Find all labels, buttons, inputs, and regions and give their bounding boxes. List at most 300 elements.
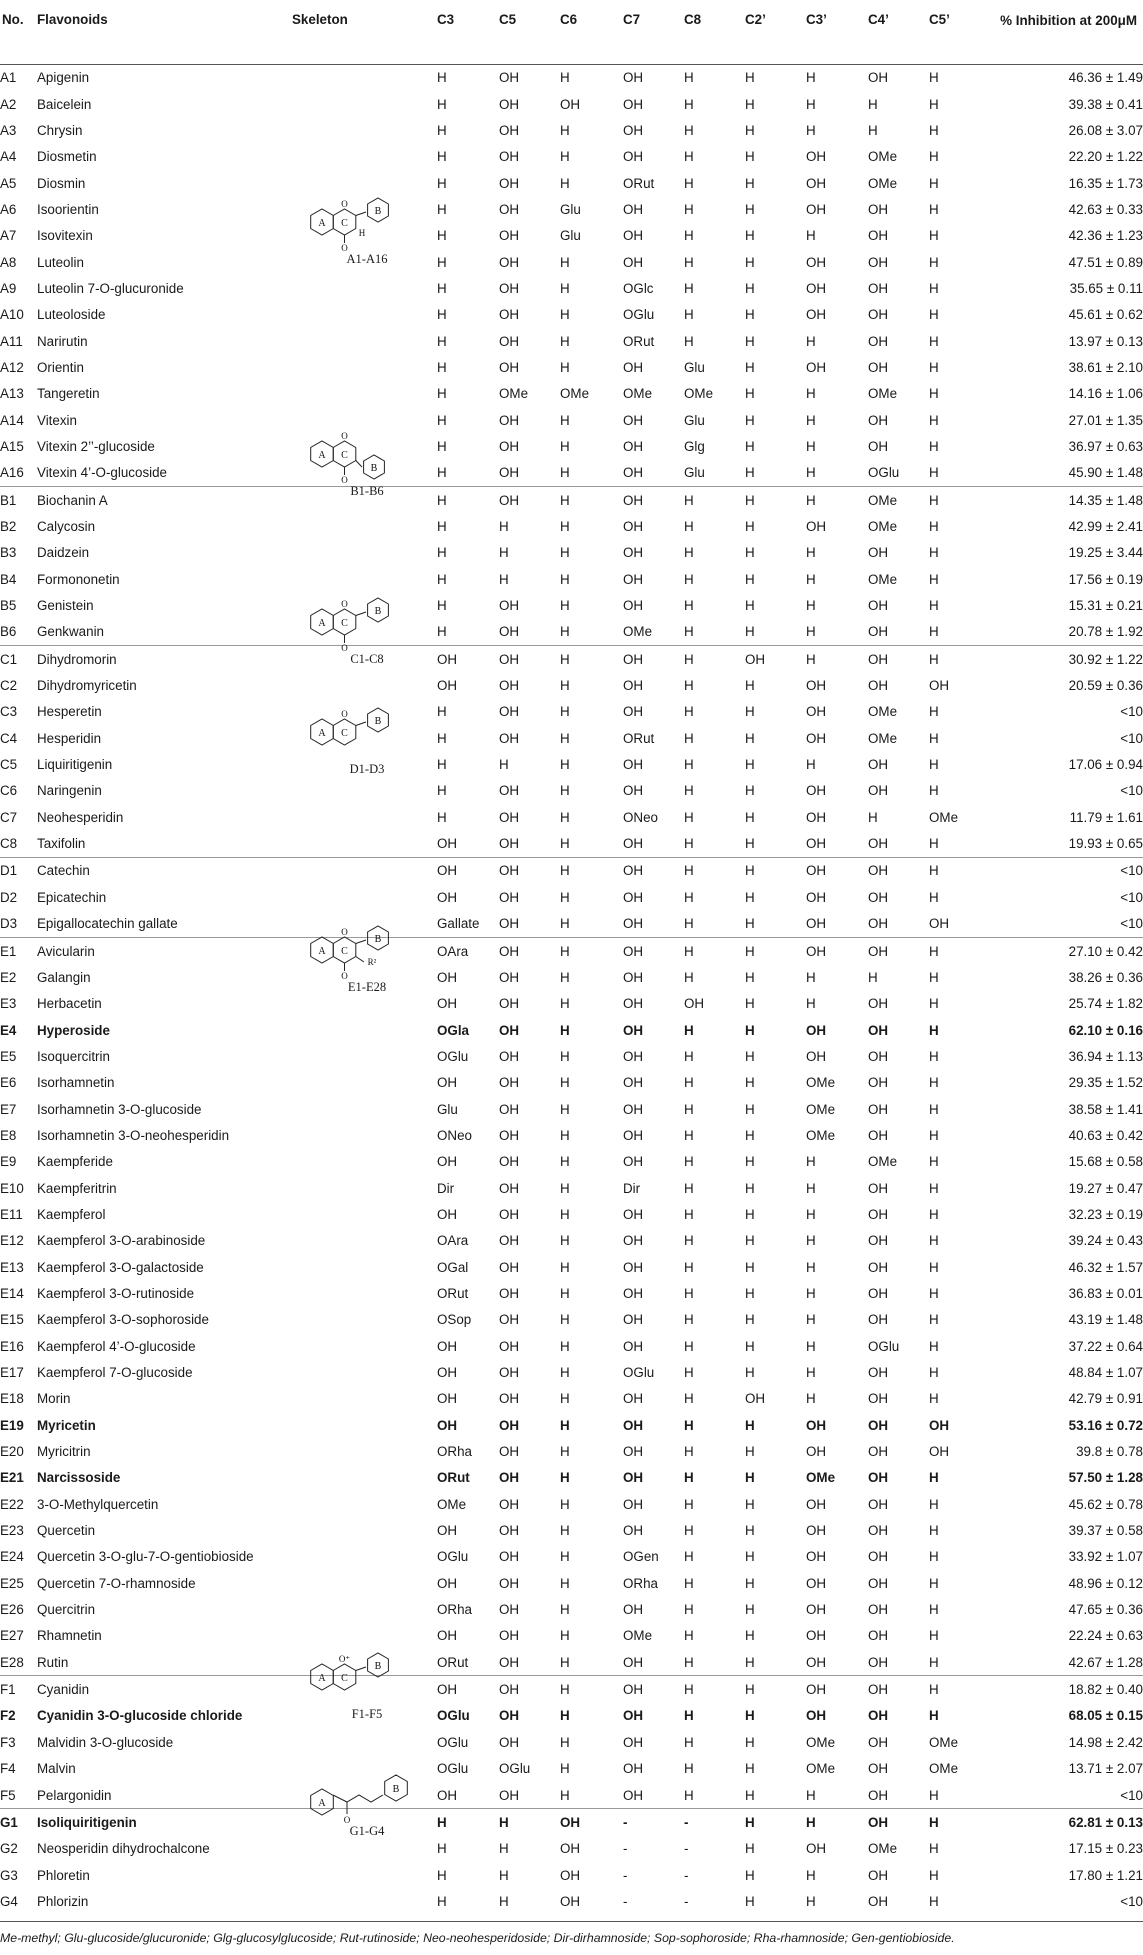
cell-c3: H bbox=[437, 1867, 447, 1883]
cell-c6: H bbox=[560, 1676, 623, 1703]
cell-c7: OH bbox=[623, 996, 644, 1012]
cell-c8: - bbox=[684, 1841, 689, 1857]
cell-flavonoid: Orientin bbox=[37, 359, 84, 375]
cell-flavonoid: Neohesperidin bbox=[37, 809, 124, 825]
cell-c4-prime: OH bbox=[868, 1470, 889, 1486]
cell-c3-prime: OH bbox=[806, 916, 827, 932]
cell-c3: H bbox=[437, 96, 447, 112]
cell-c2-prime: H bbox=[745, 1893, 755, 1909]
cell-inhibition: 39.8 ± 0.78 bbox=[1076, 1444, 1143, 1460]
cell-c8: H bbox=[684, 1259, 694, 1275]
cell-inhibition: <10 bbox=[1120, 1787, 1143, 1803]
table-row bbox=[0, 381, 1143, 407]
header-c8: C8 bbox=[684, 12, 702, 27]
cell-c2-prime: H bbox=[745, 333, 755, 349]
cell-c3: ORut bbox=[437, 1470, 470, 1486]
cell-c3-prime: H bbox=[806, 122, 816, 138]
cell-flavonoid: Malvidin 3-O-glucoside bbox=[37, 1734, 174, 1750]
cell-c3-prime: H bbox=[806, 996, 816, 1012]
cell-c4-prime: OGlu bbox=[868, 465, 900, 481]
cell-no: F5 bbox=[0, 1787, 16, 1803]
cell-c6: H bbox=[560, 571, 570, 587]
cell-c3: H bbox=[437, 545, 447, 561]
cell-c7: OGlc bbox=[623, 280, 654, 296]
cell-c6: H bbox=[560, 1602, 570, 1618]
cell-c6: H bbox=[560, 937, 623, 964]
cell-c7: OH bbox=[623, 916, 644, 932]
cell-no: F3 bbox=[0, 1734, 16, 1750]
header-c6: C6 bbox=[560, 12, 578, 27]
cell-no: E17 bbox=[0, 1365, 24, 1381]
table-row bbox=[0, 1782, 1143, 1809]
cell-c6: H bbox=[560, 519, 570, 535]
cell-c7: OH bbox=[623, 1470, 644, 1486]
table-row bbox=[0, 1596, 1143, 1622]
cell-no: C5 bbox=[0, 757, 18, 773]
cell-flavonoid: Dihydromyricetin bbox=[37, 678, 137, 694]
cell-c4-prime: OH bbox=[868, 1787, 889, 1803]
cell-c8: H bbox=[684, 1022, 694, 1038]
cell-flavonoid: Rutin bbox=[37, 1654, 69, 1670]
cell-c6: H bbox=[560, 333, 570, 349]
cell-no: B4 bbox=[0, 571, 17, 587]
cell-c5: OH bbox=[499, 1101, 520, 1117]
cell-inhibition: 36.83 ± 0.01 bbox=[1068, 1285, 1143, 1301]
cell-c7: ONeo bbox=[623, 809, 658, 825]
cell-c3: Glu bbox=[437, 1101, 458, 1117]
cell-c8: H bbox=[684, 519, 694, 535]
table-row bbox=[0, 1809, 1143, 1836]
cell-c5: OH bbox=[499, 937, 560, 964]
cell-c4-prime: OH bbox=[868, 545, 889, 561]
cell-c3-prime: OH bbox=[806, 809, 827, 825]
cell-c8: H bbox=[684, 1523, 694, 1539]
cell-inhibition: 14.16 ± 1.06 bbox=[1068, 386, 1143, 402]
cell-c3-prime: H bbox=[806, 412, 816, 428]
ring-o-label: O bbox=[341, 599, 348, 609]
cell-no: C2 bbox=[0, 678, 18, 694]
cell-inhibition: 25.74 ± 1.82 bbox=[1068, 996, 1143, 1012]
cell-c3: OH bbox=[437, 1628, 458, 1644]
cell-c2-prime: H bbox=[745, 412, 755, 428]
table-row bbox=[0, 884, 1143, 910]
cell-c5: H bbox=[499, 1867, 509, 1883]
cell-c3: ORut bbox=[437, 1654, 469, 1670]
cell-c3: H bbox=[437, 598, 447, 614]
cell-c5: H bbox=[499, 1809, 560, 1836]
table-row bbox=[0, 223, 1143, 249]
cell-c3: OH bbox=[437, 1338, 458, 1354]
carbonyl-o-label: O bbox=[341, 971, 348, 980]
cell-flavonoid: Luteoloside bbox=[37, 307, 106, 323]
cell-c5: OH bbox=[499, 201, 520, 217]
cell-c3-prime: OH bbox=[806, 704, 827, 720]
cell-c2-prime: H bbox=[745, 280, 755, 296]
cell-c4-prime: OH bbox=[868, 757, 889, 773]
ring-c-label: C bbox=[341, 218, 348, 229]
cell-c7: OH bbox=[623, 1338, 644, 1354]
cell-no: C8 bbox=[0, 836, 18, 852]
cell-c3-prime: OH bbox=[806, 730, 827, 746]
cell-flavonoid: Baicelein bbox=[37, 96, 92, 112]
cell-c2-prime: H bbox=[745, 254, 755, 270]
cell-c8: H bbox=[684, 1338, 694, 1354]
cell-no: A11 bbox=[0, 333, 23, 349]
cell-inhibition: 15.31 ± 0.21 bbox=[1068, 598, 1143, 614]
cell-c8: Glu bbox=[684, 412, 705, 428]
cell-c5-prime: H bbox=[929, 1048, 939, 1064]
table-row bbox=[0, 407, 1143, 433]
cell-c5: OGlu bbox=[499, 1761, 531, 1777]
cell-c3-prime: H bbox=[806, 438, 816, 454]
cell-c6: H bbox=[560, 1285, 570, 1301]
cell-flavonoid: Isorhamnetin 3-O-neohesperidin bbox=[37, 1127, 230, 1143]
cell-no: D2 bbox=[0, 889, 18, 905]
cell-no: F1 bbox=[0, 1676, 37, 1703]
cell-c2-prime: H bbox=[745, 1575, 755, 1591]
cell-c6: H bbox=[560, 1523, 570, 1539]
cell-c8: H bbox=[684, 1048, 694, 1064]
cell-c7: OH bbox=[623, 519, 644, 535]
cell-c2-prime: H bbox=[745, 228, 755, 244]
cell-c2-prime: H bbox=[745, 757, 755, 773]
table-row bbox=[0, 1386, 1143, 1412]
cell-c2-prime: H bbox=[745, 937, 806, 964]
cell-c5-prime: H bbox=[929, 857, 977, 884]
cell-c4-prime: OH bbox=[868, 1761, 889, 1777]
cell-c2-prime: H bbox=[745, 465, 755, 481]
cell-c2-prime: H bbox=[745, 1285, 755, 1301]
cell-c3: OH bbox=[437, 857, 499, 884]
cell-flavonoid: Kaempferol 3-O-rutinoside bbox=[37, 1285, 195, 1301]
cell-flavonoid: Neosperidin dihydrochalcone bbox=[37, 1841, 210, 1857]
cell-flavonoid: Vitexin 4’-O-glucoside bbox=[37, 465, 168, 481]
cell-c5-prime: H bbox=[929, 969, 939, 985]
cell-c7: OH bbox=[623, 1734, 644, 1750]
cell-c8: H bbox=[684, 1312, 694, 1328]
cell-c3: OH bbox=[437, 1075, 458, 1091]
cell-flavonoid: Morin bbox=[37, 1391, 71, 1407]
cell-c8: H bbox=[684, 857, 745, 884]
cell-c6: H bbox=[560, 254, 570, 270]
ring-a-label: A bbox=[318, 450, 326, 461]
cell-no: F2 bbox=[0, 1708, 16, 1724]
cell-c7: OMe bbox=[623, 1628, 653, 1644]
cell-c2-prime: H bbox=[745, 359, 755, 375]
cell-c8: H bbox=[684, 1154, 694, 1170]
cell-c5: OH bbox=[499, 1787, 520, 1803]
cell-inhibition: 39.38 ± 0.41 bbox=[1068, 96, 1143, 112]
cell-c5-prime: H bbox=[929, 1893, 939, 1909]
skeleton-flavonol bbox=[292, 918, 442, 1000]
cell-inhibition: 38.58 ± 1.41 bbox=[1068, 1101, 1143, 1117]
cell-c3: H bbox=[437, 571, 447, 587]
table-row bbox=[0, 1228, 1143, 1254]
cell-no: E5 bbox=[0, 1048, 17, 1064]
cell-c5: H bbox=[499, 757, 509, 773]
cell-c7: - bbox=[623, 1809, 684, 1836]
cell-no: B2 bbox=[0, 519, 17, 535]
cell-c6: H bbox=[560, 996, 570, 1012]
cell-c6: H bbox=[560, 1654, 570, 1670]
cell-no: A4 bbox=[0, 149, 17, 165]
cell-c5-prime: H bbox=[929, 519, 939, 535]
cell-skeleton bbox=[292, 1888, 437, 1914]
cell-c3-prime: OH bbox=[806, 519, 827, 535]
cell-c3-prime: OH bbox=[806, 1496, 827, 1512]
cell-c3-prime: OH bbox=[806, 1523, 827, 1539]
cell-c8: H bbox=[684, 70, 694, 86]
cell-c5: OH bbox=[499, 916, 520, 932]
cell-c4-prime: OMe bbox=[868, 730, 898, 746]
cell-no: A6 bbox=[0, 201, 17, 217]
skeleton-label: C1-C8 bbox=[350, 652, 384, 666]
cell-c3-prime: H bbox=[806, 646, 868, 673]
cell-no: E18 bbox=[0, 1391, 24, 1407]
cell-c4-prime: H bbox=[868, 96, 878, 112]
cell-c8: H bbox=[684, 646, 745, 673]
cell-flavonoid: Cyanidin bbox=[37, 1676, 292, 1703]
cell-c3-prime: H bbox=[806, 757, 816, 773]
cell-c3-prime: H bbox=[806, 487, 868, 514]
cell-c6: H bbox=[560, 809, 570, 825]
cell-c7: OH bbox=[623, 487, 684, 514]
cell-flavonoid: Malvin bbox=[37, 1761, 76, 1777]
cell-c7: ORha bbox=[623, 1575, 658, 1591]
ring-o-label: O⁺ bbox=[338, 1654, 351, 1664]
cell-c8: H bbox=[684, 228, 694, 244]
table-row bbox=[0, 1465, 1143, 1491]
cell-c5-prime: H bbox=[929, 412, 939, 428]
cell-inhibition: <10 bbox=[1120, 730, 1143, 746]
table-row bbox=[0, 1017, 1143, 1043]
cell-c5: OH bbox=[499, 1575, 520, 1591]
cell-c4-prime: H bbox=[868, 809, 878, 825]
header-no: No. bbox=[2, 12, 24, 27]
cell-c7: OH bbox=[623, 359, 644, 375]
cell-flavonoid: Isorhamnetin 3-O-glucoside bbox=[37, 1101, 202, 1117]
cell-flavonoid: Pelargonidin bbox=[37, 1787, 112, 1803]
cell-c8: H bbox=[684, 916, 694, 932]
cell-c2-prime: H bbox=[745, 175, 755, 191]
cell-skeleton bbox=[292, 1517, 437, 1543]
cell-c5-prime: H bbox=[929, 1180, 939, 1196]
cell-c7: OH bbox=[623, 438, 644, 454]
cell-c6: H bbox=[560, 465, 570, 481]
cell-c3: OGal bbox=[437, 1259, 469, 1275]
cell-c5: OH bbox=[499, 1602, 520, 1618]
cell-c4-prime: OH bbox=[868, 1654, 889, 1670]
cell-no: A2 bbox=[0, 96, 17, 112]
cell-c2-prime: H bbox=[745, 545, 755, 561]
ring-b-label: B bbox=[374, 934, 382, 945]
cell-flavonoid: Genistein bbox=[37, 598, 94, 614]
cell-inhibition: 14.98 ± 2.42 bbox=[1068, 1734, 1143, 1750]
cell-c3-prime: OH bbox=[806, 1654, 827, 1670]
ring-c-label: C bbox=[341, 1673, 348, 1684]
cell-flavonoid: Kaempferitrin bbox=[37, 1180, 117, 1196]
cell-c8: H bbox=[684, 175, 694, 191]
cell-c4-prime: OMe bbox=[868, 175, 898, 191]
cell-inhibition: 62.81 ± 0.13 bbox=[977, 1809, 1143, 1836]
ring-b-label: B bbox=[374, 716, 382, 727]
ring-b-label: B bbox=[374, 1661, 382, 1672]
cell-inhibition: 36.97 ± 0.63 bbox=[1068, 438, 1143, 454]
cell-c5-prime: H bbox=[929, 1022, 939, 1038]
table-row bbox=[0, 1676, 1143, 1703]
cell-c6: H bbox=[560, 280, 570, 296]
cell-no: A3 bbox=[0, 122, 17, 138]
cell-c7: OH bbox=[623, 704, 644, 720]
cell-c4-prime: OH bbox=[868, 1048, 889, 1064]
cell-c7: OH bbox=[623, 412, 644, 428]
cell-c4-prime: H bbox=[868, 969, 878, 985]
cell-c3-prime: H bbox=[806, 624, 816, 640]
cell-inhibition: <10 bbox=[1120, 916, 1143, 932]
cell-inhibition: 39.37 ± 0.58 bbox=[1068, 1523, 1143, 1539]
table-row bbox=[0, 1729, 1143, 1755]
cell-flavonoid: Kaempferol bbox=[37, 1206, 106, 1222]
cell-inhibition: 37.22 ± 0.64 bbox=[1068, 1338, 1143, 1354]
cell-c3-prime: H bbox=[806, 96, 816, 112]
cell-inhibition: 57.50 ± 1.28 bbox=[1068, 1470, 1143, 1486]
cell-c5: OH bbox=[499, 996, 520, 1012]
cell-no: C3 bbox=[0, 704, 18, 720]
cell-c8: H bbox=[684, 1496, 694, 1512]
cell-no: C7 bbox=[0, 809, 18, 825]
cell-inhibition: 45.61 ± 0.62 bbox=[1068, 307, 1143, 323]
cell-c2-prime: H bbox=[745, 1048, 755, 1064]
cell-no: E22 bbox=[0, 1496, 24, 1512]
cell-skeleton bbox=[292, 117, 437, 143]
cell-c5-prime: H bbox=[929, 1628, 939, 1644]
cell-c8: - bbox=[684, 1809, 745, 1836]
cell-c8: H bbox=[684, 487, 745, 514]
cell-c6: H bbox=[560, 359, 570, 375]
skeleton-chalcone bbox=[292, 1762, 442, 1844]
cell-no: E10 bbox=[0, 1180, 24, 1196]
skeleton-drawing bbox=[292, 190, 442, 252]
cell-c2-prime: H bbox=[745, 487, 806, 514]
cell-c5-prime: H bbox=[929, 1496, 939, 1512]
cell-c5-prime: H bbox=[929, 1285, 939, 1301]
header-flavonoids: Flavonoids bbox=[37, 12, 108, 27]
cell-c2-prime: H bbox=[745, 809, 755, 825]
cell-c5: OH bbox=[499, 969, 520, 985]
cell-c3-prime: OH bbox=[806, 149, 827, 165]
skeleton-label: A1-A16 bbox=[346, 252, 388, 266]
cell-c8: H bbox=[684, 809, 694, 825]
cell-no: E26 bbox=[0, 1602, 24, 1618]
cell-c6: H bbox=[560, 730, 570, 746]
skeleton-isoflavone bbox=[292, 422, 442, 504]
cell-c3-prime: OH bbox=[806, 1048, 827, 1064]
cell-c4-prime: OH bbox=[868, 438, 889, 454]
cell-flavonoid: Calycosin bbox=[37, 519, 96, 535]
cell-c3: H bbox=[437, 487, 499, 514]
cell-c3: OH bbox=[437, 678, 458, 694]
cell-c5: OMe bbox=[499, 386, 529, 402]
header-row bbox=[0, 6, 1143, 64]
cell-c2-prime: H bbox=[745, 1787, 755, 1803]
cell-c6: H bbox=[560, 1549, 570, 1565]
cell-c3-prime: OH bbox=[806, 889, 827, 905]
cell-c5-prime: H bbox=[929, 1809, 977, 1836]
cell-inhibition: 30.92 ± 1.22 bbox=[977, 646, 1143, 673]
cell-c3-prime: H bbox=[806, 333, 816, 349]
cell-c6: H bbox=[560, 175, 570, 191]
cell-c5-prime: H bbox=[929, 333, 939, 349]
cell-no: A8 bbox=[0, 254, 17, 270]
cell-no: A14 bbox=[0, 412, 24, 428]
cell-c3: H bbox=[437, 519, 447, 535]
cell-c8: H bbox=[684, 1628, 694, 1644]
cell-inhibition: 45.62 ± 0.78 bbox=[1068, 1496, 1143, 1512]
cell-no: E15 bbox=[0, 1312, 24, 1328]
cell-c3-prime: H bbox=[806, 386, 816, 402]
skeleton-drawing bbox=[292, 590, 442, 652]
cell-c5-prime: H bbox=[929, 757, 939, 773]
table-row bbox=[0, 1254, 1143, 1280]
cell-inhibition: 47.65 ± 0.36 bbox=[1068, 1602, 1143, 1618]
cell-c5: OH bbox=[499, 704, 520, 720]
cell-c5-prime: H bbox=[929, 96, 939, 112]
carbonyl-o-label: O bbox=[341, 243, 348, 252]
cell-c3-prime: OH bbox=[806, 937, 868, 964]
cell-c3-prime: OH bbox=[806, 1022, 827, 1038]
cell-c5: OH bbox=[499, 1259, 520, 1275]
skeleton-label: D1-D3 bbox=[349, 762, 385, 776]
cell-c8: H bbox=[684, 254, 694, 270]
cell-flavonoid: Genkwanin bbox=[37, 624, 104, 640]
cell-c6: H bbox=[560, 1075, 570, 1091]
cell-skeleton bbox=[292, 513, 437, 539]
cell-c4-prime: OH bbox=[868, 1022, 889, 1038]
cell-c3-prime: H bbox=[806, 1259, 816, 1275]
cell-c4-prime: H bbox=[868, 122, 878, 138]
cell-c7: - bbox=[623, 1867, 628, 1883]
cell-c3: H bbox=[437, 465, 447, 481]
cell-c5-prime: H bbox=[929, 307, 939, 323]
cell-flavonoid: Kaempferol 4’-O-glucoside bbox=[37, 1338, 196, 1354]
cell-c5-prime: H bbox=[929, 1075, 939, 1091]
cell-skeleton bbox=[292, 1096, 437, 1122]
cell-c8: H bbox=[684, 1206, 694, 1222]
cell-c3-prime: OMe bbox=[806, 1101, 836, 1117]
cell-c3-prime: H bbox=[806, 1391, 816, 1407]
cell-c2-prime: H bbox=[745, 1444, 755, 1460]
cell-c4-prime: OH bbox=[868, 916, 889, 932]
cell-c2-prime: H bbox=[745, 836, 755, 852]
cell-c2-prime: H bbox=[745, 857, 806, 884]
cell-c5-prime: H bbox=[929, 1676, 977, 1703]
cell-c8: H bbox=[684, 1549, 694, 1565]
cell-flavonoid: Hyperoside bbox=[37, 1022, 110, 1038]
cell-c4-prime: OH bbox=[868, 1893, 889, 1909]
cell-c6: OH bbox=[560, 1841, 581, 1857]
cell-c3-prime: OH bbox=[806, 1417, 827, 1433]
ring-a-label: A bbox=[318, 618, 326, 629]
ring-o-label: O bbox=[341, 431, 348, 441]
table-row bbox=[0, 64, 1143, 91]
cell-c4-prime: OMe bbox=[868, 386, 898, 402]
cell-c2-prime: H bbox=[745, 1841, 755, 1857]
cell-c5-prime: H bbox=[929, 1654, 939, 1670]
cell-c7: OH bbox=[623, 149, 644, 165]
cell-c2-prime: H bbox=[745, 1206, 755, 1222]
cell-c5: OH bbox=[499, 1628, 520, 1644]
cell-c8: H bbox=[684, 1233, 694, 1249]
